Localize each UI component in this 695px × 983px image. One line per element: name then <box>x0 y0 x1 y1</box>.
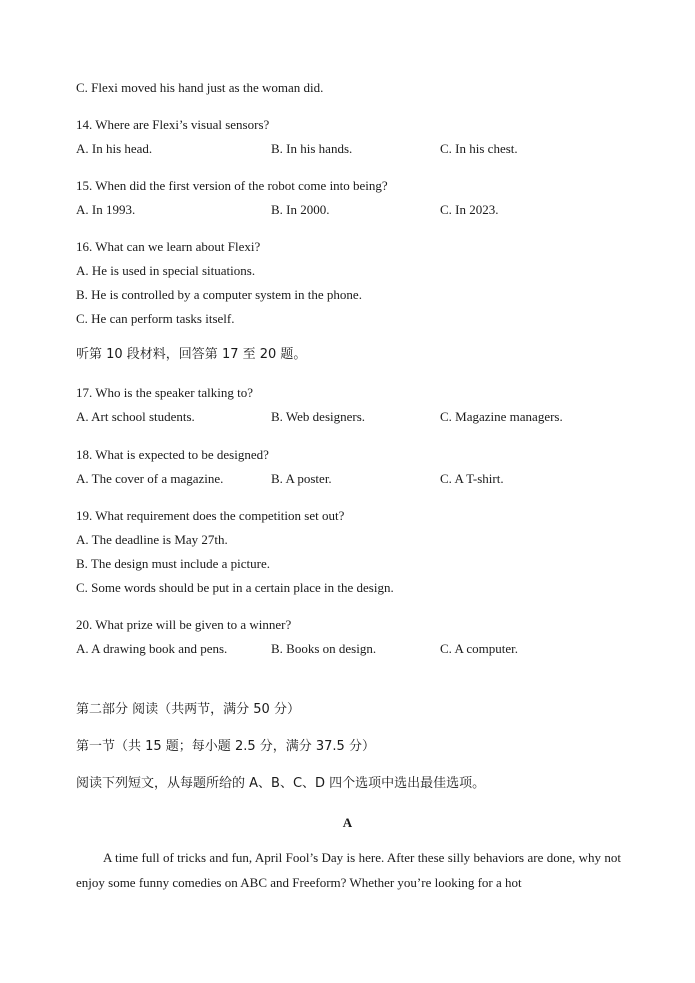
question-14-option-b: B. In his hands. <box>271 141 353 156</box>
question-15-option-c: C. In 2023. <box>440 202 499 217</box>
question-20-option-c: C. A computer. <box>440 641 518 656</box>
question-14-option-a: A. In his head. <box>76 141 153 156</box>
question-17-stem: 17. Who is the speaker talking to? <box>76 385 254 400</box>
question-15-option-b: B. In 2000. <box>271 202 330 217</box>
section-1-title: 第一节（共 15 题；每小题 2.5 分，满分 37.5 分） <box>76 739 375 754</box>
question-20-option-b: B. Books on design. <box>271 641 377 656</box>
question-20-option-a: A. A drawing book and pens. <box>76 641 228 656</box>
part-2-title: 第二部分 阅读（共两节，满分 50 分） <box>76 702 300 717</box>
question-16-option-a: A. He is used in special situations. <box>76 263 256 278</box>
question-16-option-b: B. He is controlled by a computer system in the phone. <box>76 287 362 302</box>
passage-label: A <box>342 815 353 830</box>
question-18-option-a: A. The cover of a magazine. <box>76 471 224 486</box>
question-18-stem: 18. What is expected to be designed? <box>76 447 269 462</box>
question-17-option-c: C. Magazine managers. <box>440 409 563 424</box>
passage-paragraph: A time full of tricks and fun, April Fool’s Day is here. After these silly behaviors are done, why not enjoy some funny comedies on ABC and Freeform? Whether you’re looking for a hot <box>76 850 621 890</box>
question-15-stem: 15. When did the first version of the robot come into being? <box>76 178 388 193</box>
question-18-option-c: C. A T-shirt. <box>440 471 504 486</box>
question-14-stem: 14. Where are Flexi’s visual sensors? <box>76 117 270 132</box>
listening-instruction: 听第 10 段材料，回答第 17 至 20 题。 <box>76 347 307 362</box>
question-16-stem: 16. What can we learn about Flexi? <box>76 239 261 254</box>
question-19-option-c: C. Some words should be put in a certain place in the design. <box>76 580 394 595</box>
option-carryover: C. Flexi moved his hand just as the woman did. <box>76 80 324 95</box>
question-16-option-c: C. He can perform tasks itself. <box>76 311 235 326</box>
question-18-option-b: B. A poster. <box>271 471 332 486</box>
question-19-option-a: A. The deadline is May 27th. <box>76 532 228 547</box>
reading-instruction: 阅读下列短文，从每题所给的 A、B、C、D 四个选项中选出最佳选项。 <box>76 776 486 791</box>
question-17-option-a: A. Art school students. <box>76 409 195 424</box>
question-15-option-a: A. In 1993. <box>76 202 136 217</box>
question-20-stem: 20. What prize will be given to a winner? <box>76 617 292 632</box>
question-19-stem: 19. What requirement does the competition set out? <box>76 508 345 523</box>
question-19-option-b: B. The design must include a picture. <box>76 556 270 571</box>
question-17-option-b: B. Web designers. <box>271 409 366 424</box>
question-14-option-c: C. In his chest. <box>440 141 518 156</box>
